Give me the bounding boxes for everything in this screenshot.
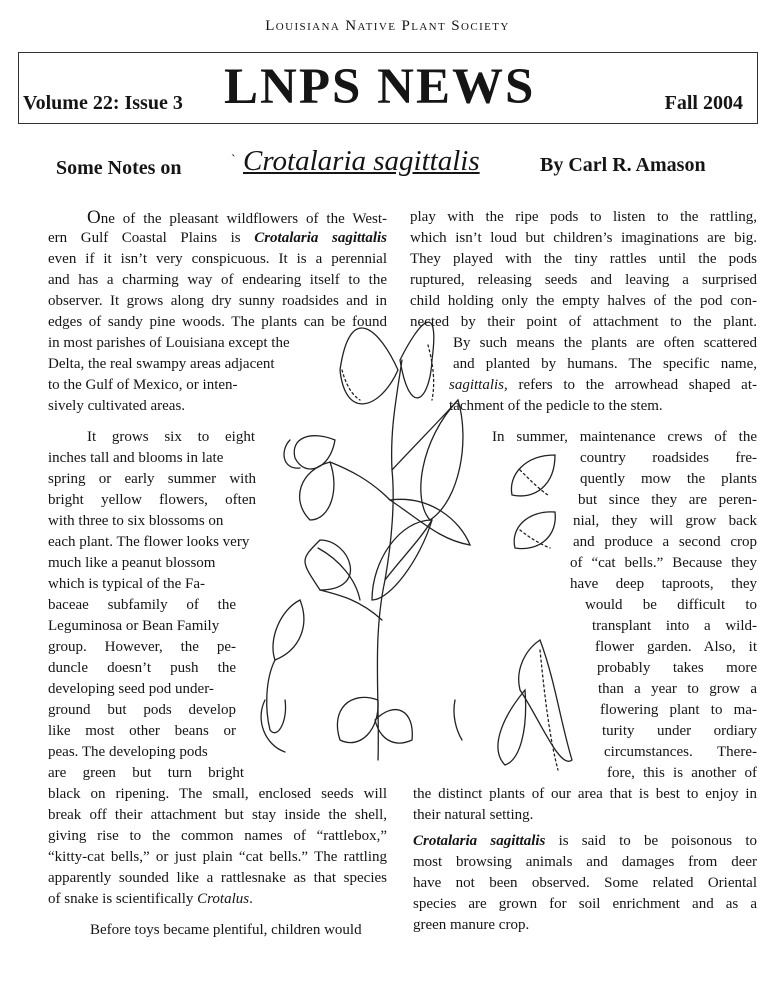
right-line-9: sagittalis, refers to the arrowhead shaped at-: [449, 377, 757, 393]
left-line-9: to the Gulf of Mexico, or inten-: [48, 377, 238, 393]
right-line-6: nected by their point of attachment to the plant.: [410, 314, 757, 330]
left-line-27: are green but turn bright: [48, 765, 244, 781]
left-line-6: edges of sandy pine woods. The plants can be found: [48, 314, 387, 330]
right-line-20: transplant into a wild-: [592, 618, 757, 634]
left-line-1: One of the pleasant wildflowers of the West-: [87, 207, 387, 228]
left-line-20: Leguminosa or Bean Family: [48, 618, 220, 634]
right-line-11: In summer, maintenance crews of the: [492, 429, 757, 445]
right-line-18: have deep taproots, they: [570, 576, 757, 592]
left-line-17: much like a peanut blossom: [48, 555, 216, 571]
left-line-23: developing seed pod under-: [48, 681, 214, 697]
left-line-16: each plant. The flower looks very: [48, 534, 250, 550]
society-header: Louisiana Native Plant Society: [265, 18, 510, 34]
right-line-7: By such means the plants are often scattered: [453, 335, 757, 351]
left-line-13: spring or early summer with: [48, 471, 256, 487]
right-line-33: species are grown for soil enrichment and as a: [413, 896, 757, 912]
title-prefix: Some Notes on: [56, 157, 182, 179]
right-line-16: and produce a second crop: [573, 534, 757, 550]
left-line-30: giving rise to the common names of “rattlebox,”: [48, 828, 387, 844]
right-line-32: have not been observed. Some related Oriental: [413, 875, 757, 891]
title-species: Crotalaria sagittalis: [243, 145, 480, 177]
issue-season: Fall 2004: [664, 92, 743, 114]
left-line-34: Before toys became plentiful, children would: [90, 922, 362, 938]
left-line-25: like most other beans or: [48, 723, 236, 739]
left-line-22: duncle doesn’t push the: [48, 660, 236, 676]
decorative-mark: ˋ: [231, 153, 236, 168]
right-line-2: which isn’t loud but children’s imaginations are big.: [410, 230, 757, 246]
left-line-28: black on ripening. The small, enclosed seeds will: [48, 786, 387, 802]
right-line-34: green manure crop.: [413, 917, 530, 933]
left-line-14: bright yellow flowers, often: [48, 492, 256, 508]
right-line-27: fore, this is another of: [607, 765, 757, 781]
issue-volume: Volume 22: Issue 3: [23, 92, 183, 114]
right-line-13: quently mow the plants: [580, 471, 757, 487]
right-line-31: most browsing animals and damages from deer: [413, 854, 757, 870]
right-line-12: country roadsides fre-: [580, 450, 757, 466]
right-line-30: Crotalaria sagittalis is said to be poisonous to: [413, 833, 757, 849]
left-line-3: even if it isn’t very conspicuous. It is a perennial: [48, 251, 387, 267]
left-line-32: apparently sounded like a rattlesnake as that species: [48, 870, 387, 886]
left-line-33: of snake is scientifically Crotalus.: [48, 891, 253, 907]
left-line-4: and has a charming way of endearing itself to the: [48, 272, 387, 288]
right-line-1: play with the ripe pods to listen to the rattling,: [410, 209, 757, 225]
right-line-29: their natural setting.: [413, 807, 534, 823]
left-line-21: group. However, the pe-: [48, 639, 236, 655]
right-line-15: nial, they will grow back: [573, 513, 757, 529]
left-line-7: in most parishes of Louisiana except the: [48, 335, 290, 351]
left-line-10: sively cultivated areas.: [48, 398, 186, 414]
left-line-11: It grows six to eight: [87, 429, 255, 445]
right-line-3: They played with the tiny rattles until the pods: [410, 251, 757, 267]
right-line-22: probably takes more: [597, 660, 757, 676]
right-line-19: would be difficult to: [585, 597, 757, 613]
right-line-21: flower garden. Also, it: [595, 639, 757, 655]
left-line-15: with three to six blossoms on: [48, 513, 224, 529]
byline: By Carl R. Amason: [540, 154, 706, 176]
left-line-29: break off their attachment but stay inside the shell,: [48, 807, 387, 823]
right-line-5: child holding only the empty halves of the pod con-: [410, 293, 757, 309]
newsletter-title: LNPS NEWS: [224, 59, 536, 115]
right-line-17: of “cat bells.” Because they: [570, 555, 757, 571]
right-line-8: and planted by humans. The specific name,: [453, 356, 757, 372]
right-line-24: flowering plant to ma-: [600, 702, 757, 718]
right-line-4: ruptured, releasing seeds and leaving a surprised: [410, 272, 757, 288]
left-line-31: “kitty-cat bells,” or just plain “cat bells.” The rattling: [48, 849, 387, 865]
right-line-28: the distinct plants of our area that is best to enjoy in: [413, 786, 757, 802]
left-line-19: baceae subfamily of the: [48, 597, 236, 613]
left-line-2: ern Gulf Coastal Plains is Crotalaria sagittalis: [48, 230, 387, 246]
right-line-10: tachment of the pedicle to the stem.: [449, 398, 663, 414]
right-line-23: than a year to grow a: [598, 681, 757, 697]
left-line-8: Delta, the real swampy areas adjacent: [48, 356, 275, 372]
left-line-26: peas. The developing pods: [48, 744, 208, 760]
right-line-14: but since they are peren-: [578, 492, 757, 508]
left-line-5: observer. It grows along dry sunny roadsides and in: [48, 293, 387, 309]
left-line-24: ground but pods develop: [48, 702, 236, 718]
left-line-18: which is typical of the Fa-: [48, 576, 206, 592]
right-line-25: turity under ordiary: [602, 723, 757, 739]
left-line-12: inches tall and blooms in late: [48, 450, 224, 466]
right-line-26: circumstances. There-: [604, 744, 757, 760]
